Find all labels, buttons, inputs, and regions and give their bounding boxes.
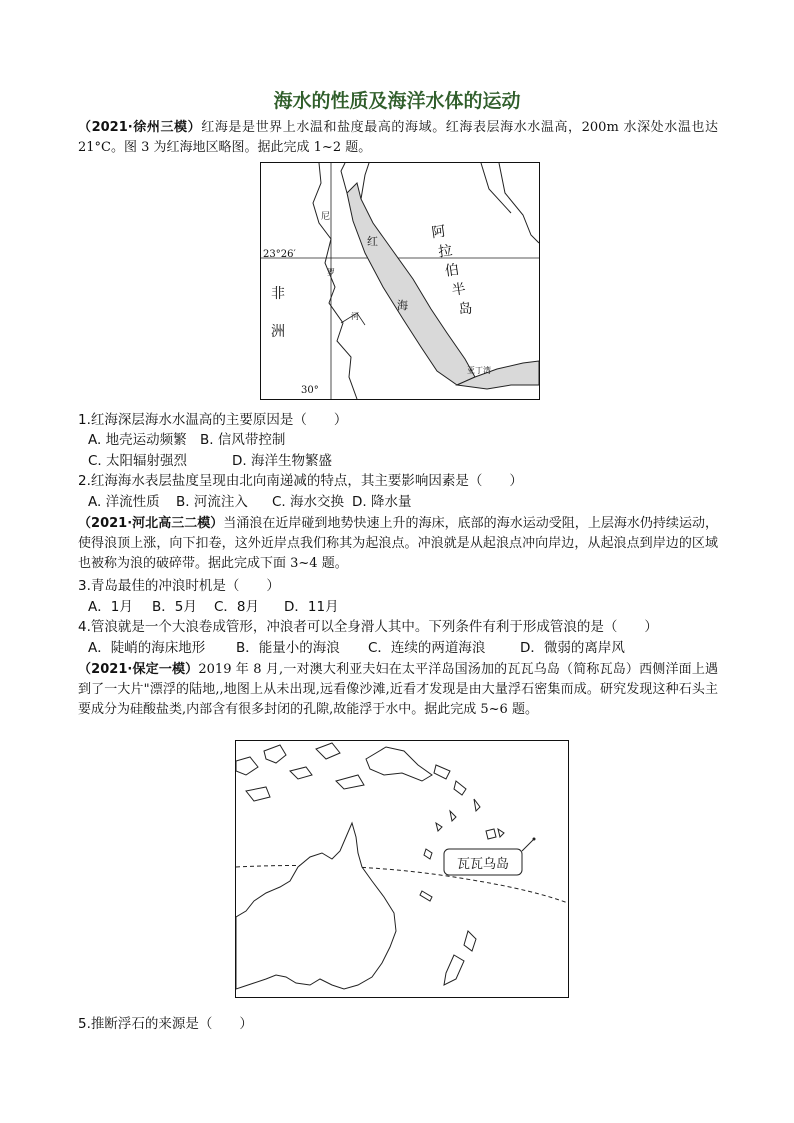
africa-label-2: 洲 — [271, 324, 285, 340]
arabia-char: 半 — [450, 281, 467, 300]
option-d[interactable]: D．微弱的离岸风 — [520, 640, 625, 656]
option-b[interactable]: B．5月 — [152, 599, 197, 615]
section1-source: （2021·徐州三模） — [78, 120, 202, 135]
tonga-map — [235, 740, 569, 998]
option-a[interactable]: A．1月 — [88, 599, 133, 615]
section1-intro — [78, 118, 718, 158]
option-b[interactable]: B．能量小的海浪 — [236, 640, 340, 656]
option-c[interactable]: C. 太阳辐射强烈 — [88, 453, 188, 469]
option-b[interactable]: B. 信风带控制 — [200, 432, 286, 448]
option-d[interactable]: D．11月 — [284, 599, 339, 615]
question-3: 3.青岛最佳的冲浪时机是（ ） — [78, 578, 280, 594]
section2-source: （2021·河北高三二模） — [78, 516, 224, 531]
question-3-options — [88, 597, 339, 617]
arabia-char: 阿 — [430, 223, 447, 242]
option-d[interactable]: D. 海洋生物繁盛 — [232, 453, 332, 469]
question-4: 4.管浪就是一个大浪卷成管形，冲浪者可以全身滑人其中。下列条件有利于形成管浪的是（ ） — [78, 619, 658, 635]
page-title: 海水的性质及海洋水体的运动 — [273, 90, 521, 112]
arabia-char: 伯 — [444, 261, 461, 280]
question-5: 5.推断浮石的来源是（ ） — [78, 1016, 253, 1032]
section3-intro — [78, 660, 718, 720]
red-sea-map — [260, 162, 540, 400]
option-a[interactable]: A. 地壳运动频繁 — [88, 432, 187, 448]
option-a[interactable]: A. 洋流性质 — [88, 494, 160, 510]
africa-label-1: 非 — [271, 286, 285, 302]
red-sea-label-1: 红 — [367, 235, 378, 248]
map-lat-label: 23°26′ — [263, 249, 296, 260]
question-1-options-row1 — [88, 430, 285, 450]
question-2: 2.红海海水表层盐度呈现由北向南递减的特点，其主要影响因素是（ ） — [78, 473, 523, 489]
question-1-options-row2 — [88, 451, 332, 471]
section3-text: 2019 年 8 月,一对澳大利亚夫妇在太平洋岛国汤加的瓦瓦乌岛（简称瓦岛）西侧洋面上遇到了一大片"漂浮的陆地,,地图上从未出现,远看像沙滩,近看才发现是由大量浮石密集而成。研究发现这种石头主要成分为硅酸盐类,内部含有很多封闭的孔隙,故能浮于水中。据此完成 5~6 题。 — [78, 662, 719, 717]
option-b[interactable]: B. 河流注入 — [176, 494, 248, 510]
nile-label-1: 尼 — [321, 212, 331, 222]
section3-source: （2021·保定一模） — [78, 662, 199, 677]
question-1: 1.红海深层海水水温高的主要原因是（ ） — [78, 412, 348, 428]
red-sea-label-2: 海 — [397, 299, 408, 312]
section2-intro — [78, 514, 718, 574]
option-c[interactable]: C. 海水交换 — [272, 494, 345, 510]
section2-text: 当涌浪在近岸碰到地势快速上升的海床，底部的海水运动受阻，上层海水仍持续运动，使得浪顶上涨，向下扣卷，这外近岸点我们称其为起浪点。冲浪就是从起浪点冲向岸边，从起浪点到岸边的区域也被称为浪的破碎带。据此完成下面 3~4 题。 — [78, 516, 718, 571]
section1-text: 红海是是世界上水温和盐度最高的海域。红海表层海水水温高，200m 水深处水温也达 21°C。图 3 为红海地区略图。据此完成 1~2 题。 — [78, 120, 719, 155]
option-a[interactable]: A．陡峭的海床地形 — [88, 640, 206, 656]
nile-label-3: 河 — [351, 312, 359, 321]
arabia-char: 岛 — [457, 300, 474, 319]
nile-label-2: 罗 — [327, 268, 335, 277]
option-c[interactable]: C．8月 — [214, 599, 260, 615]
option-d[interactable]: D. 降水量 — [352, 494, 412, 510]
vavau-island-label: 瓦瓦乌岛 — [456, 857, 509, 872]
red-sea-map-drawing — [261, 163, 539, 399]
option-c[interactable]: C．连续的两道海浪 — [368, 640, 486, 656]
map-lon-label: 30° — [301, 385, 319, 396]
arabia-char: 拉 — [437, 242, 454, 261]
aden-label: 亚丁湾 — [467, 366, 491, 375]
question-4-options — [88, 638, 625, 658]
question-2-options — [88, 492, 411, 512]
